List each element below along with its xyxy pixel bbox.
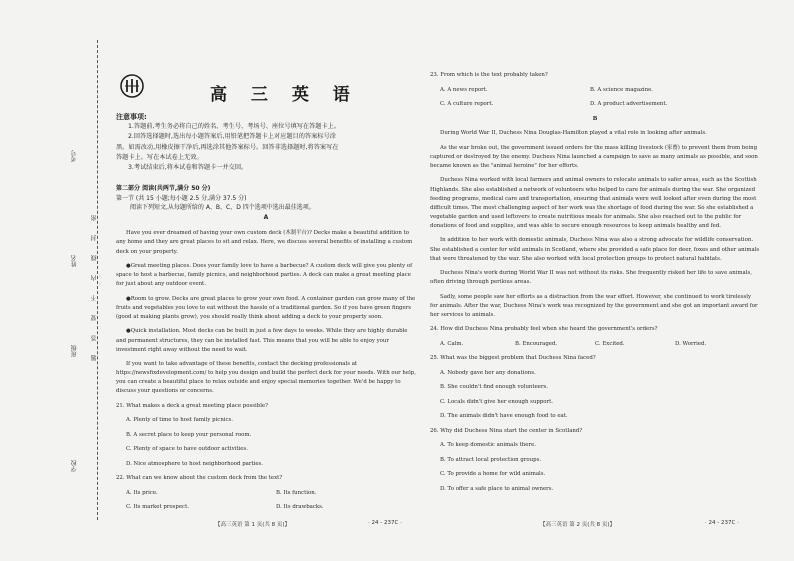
footer-code-left: · 24 - 237C · — [368, 520, 402, 526]
question-stem: 26. Why did Duchess Nina start the center in Scotland? — [430, 427, 583, 434]
margin-label-name: 姓名 — [71, 255, 78, 267]
answer-option: A. Plenty of time to host family picnics. — [126, 417, 234, 424]
notice-item: 3.考试结束后,将本试卷和答题卡一并交回。 — [128, 164, 248, 172]
answer-option: D. Nice atmosphere to host neighborhood parties. — [126, 460, 264, 467]
question-stem: 21. What makes a deck a great meeting place possible? — [116, 402, 268, 409]
answer-option-row — [430, 86, 760, 95]
passage-paragraph: Duchess Nina worked with local farmers and animal owners to relocate animals to safer areas, such as the Scottish Highlands. She also established a network of volunteers who helped to care for animals during the war. She organized feeding programs, medical care and transportation, ensuring that animals were well looked after even during the most difficult times. The most challenging aspect of her work was the shortage of food during the war. So she established a vegetable garden and used leftovers to create nutritious meals for animals. She also reached out to the public for donations of food and supplies, and was able to secure enough resources to keep animals healthy and fed. — [430, 177, 757, 229]
passage-paragraph: During World War II, Duchess Nina Douglas-Hamilton played a vital role in looking after animals. — [440, 130, 707, 137]
answer-option-row — [430, 340, 760, 349]
answer-option-row — [116, 489, 416, 498]
seal-char: 题 — [91, 355, 98, 361]
part2-headings — [116, 184, 416, 222]
answer-option: C. Locals didn't give her enough support. — [440, 398, 554, 405]
question-stem: 22. What can we know about the custom deck from the text? — [116, 475, 283, 482]
page-title: 高 三 英 语 — [210, 85, 359, 105]
passage-paragraph: ●Great meeting places. Does your family love to have a barbecue? A custom deck will give you plenty of space to host a barbecue, family picnics, and neighborhood parties. A deck can make a great meeting place for just about any outdoor event. — [116, 263, 413, 288]
right-column — [430, 66, 760, 499]
answer-option: C. Plenty of space to have outdoor activities. — [126, 446, 248, 453]
notice-item: 2.回答选择题时,选出每小题答案后,用铅笔把答题卡上对应题目的答案标号涂 — [128, 133, 336, 141]
answer-option: C. Its market prospect. — [126, 504, 189, 511]
answer-option: C. To provide a home for wild animals. — [440, 471, 546, 478]
answer-option: A. To keep domestic animals there. — [440, 442, 536, 449]
notice-item: 黑。如需改动,用橡皮擦干净后,再选涂其他答案标号。回答非选择题时,将答案写在 — [116, 143, 339, 151]
notice-item: 答题卡上。写在本试卷上无效。 — [116, 153, 203, 161]
passage-paragraph: ●Quick installation. Most decks can be built in just a few days to weeks. While they are highly durable and permanent structures, they can be installed fast. This means that you will be able to enjoy your investment right away without the need to wait. — [116, 328, 408, 353]
exam-logo-icon — [120, 74, 144, 98]
passage-paragraph: If you want to take advantage of these benefits, contact the decking professionals at https://newsfixdevelopment.com/ to help you design and build the perfect deck for your needs. With our help, you can create a beautiful place to relax outside and enjoy special memories together. We'd be happy to discuss your questions or concerns. — [116, 361, 416, 395]
part2-heading: 第二部分 阅读(共两节,满分 50 分) — [116, 185, 211, 192]
answer-option: C. Excited. — [595, 340, 625, 347]
answer-option: A. Nobody gave her any donations. — [440, 369, 536, 376]
passage-paragraph: Have you ever dreamed of having your own custom deck (木制平台)? Decks make a beautiful addition to any home and they are great places to sit and relax. Here, we discuss several benefits of installing a custom deck on your property. — [116, 230, 413, 255]
seal-char: 封 — [91, 235, 98, 241]
answer-option: B. To attract local protection groups. — [440, 456, 542, 463]
notice-item: 1.答题前,考生务必将自己的姓名、考生号、考场号、座位号填写在答题卡上。 — [128, 123, 341, 131]
answer-option-row — [430, 100, 760, 109]
answer-option: D. Its drawbacks. — [276, 504, 324, 511]
answer-option: A. Calm. — [440, 340, 464, 347]
answer-option: B. Its function. — [276, 489, 317, 496]
answer-option: D. A product advertisement. — [590, 101, 668, 108]
passage-a-label: A — [263, 213, 269, 221]
passage-b-label: B — [592, 115, 598, 122]
answer-option: A. Its price. — [126, 489, 158, 496]
passage-paragraph: Sadly, some people saw her efforts as a distraction from the war effort. However, she continued to work tirelessly for animals. After the war, Duchess Nina's work was recognized by the government and she got an important award for her services to animals. — [430, 293, 758, 318]
passage-a — [116, 224, 416, 518]
seal-char: 内 — [91, 275, 98, 281]
seal-char: 答 — [91, 335, 98, 341]
answer-option: D. The animals didn't have enough food to eat. — [440, 413, 568, 420]
answer-option: B. She couldn't find enough volunteers. — [440, 384, 549, 391]
answer-option: A. A news report. — [440, 86, 488, 93]
passage-paragraph: As the war broke out, the government issued orders for the mass killing livestock (家畜) to prevent them from being captured or destroyed by the enemy. Duchess Nina launched a campaign to save as many animals as possible, and soon became known as the "animal heroine" for her efforts. — [430, 144, 758, 169]
answer-option-row — [116, 503, 416, 512]
passage-paragraph: Duchess Nina's work during World War II was not without its risks. She frequently risked her life to save animals, often driving through perilous areas. — [430, 270, 752, 286]
passage-paragraph: ●Room to grow. Decks are great places to grow your own food. A container garden can grow many of the fruits and vegetables you love to eat without the hassle of a traditional garden. So if you have green fingers (good at making plants grow), you should really think about adding a deck to your property soon. — [116, 295, 416, 320]
seal-char: 密 — [91, 215, 98, 221]
question-stem: 25. What was the biggest problem that Duchess Nina faced? — [430, 355, 596, 362]
binding-margin — [0, 0, 100, 561]
seal-char: 不 — [91, 295, 98, 301]
question-stem: 24. How did Duchess Nina probably feel when she heard the government's orders? — [430, 326, 658, 333]
footer-page-left: 【高三英语 第 1 页(共 8 页)】 — [215, 522, 291, 528]
footer-code-right: · 24 - 237C · — [705, 520, 739, 526]
footer-page-right: 【高三英语 第 2 页(共 8 页)】 — [540, 522, 616, 528]
section1-heading: 第一节 (共 15 小题;每小题 2.5 分,满分 37.5 分) — [116, 194, 247, 202]
seal-char: 要 — [91, 315, 98, 321]
question-stem: 23. From which is the text probably taken? — [430, 72, 548, 79]
margin-label-school: 学校 — [71, 460, 78, 472]
passage-paragraph: In addition to her work with domestic animals, Duchess Nina was also a strong advocate for wildlife conservation. She established a center for wild animals in Scotland, where she provided a safe place for deer, foxes and other animals that were threatened by the war. She also worked with local protection groups to protect natural habitats. — [430, 237, 760, 262]
answer-option: D. Worried. — [675, 340, 707, 347]
answer-option: D. To offer a safe place to animal owners. — [440, 485, 554, 492]
answer-option: B. Encouraged. — [515, 340, 558, 347]
answer-option: C. A culture report. — [440, 101, 494, 108]
answer-option: B. A science magazine. — [590, 86, 654, 93]
reading-instruction: 阅读下列短文,从每题所给的 A、B、C、D 四个选项中选出最佳选项。 — [130, 204, 315, 211]
notice-heading: 注意事项: — [116, 113, 147, 121]
answer-option: B. A secret place to keep your personal room. — [126, 431, 252, 438]
margin-label-exam-no: 考号 — [71, 150, 78, 162]
notice-block — [116, 112, 416, 173]
margin-label-class: 班级 — [71, 345, 78, 357]
seal-char: 线 — [91, 255, 98, 261]
